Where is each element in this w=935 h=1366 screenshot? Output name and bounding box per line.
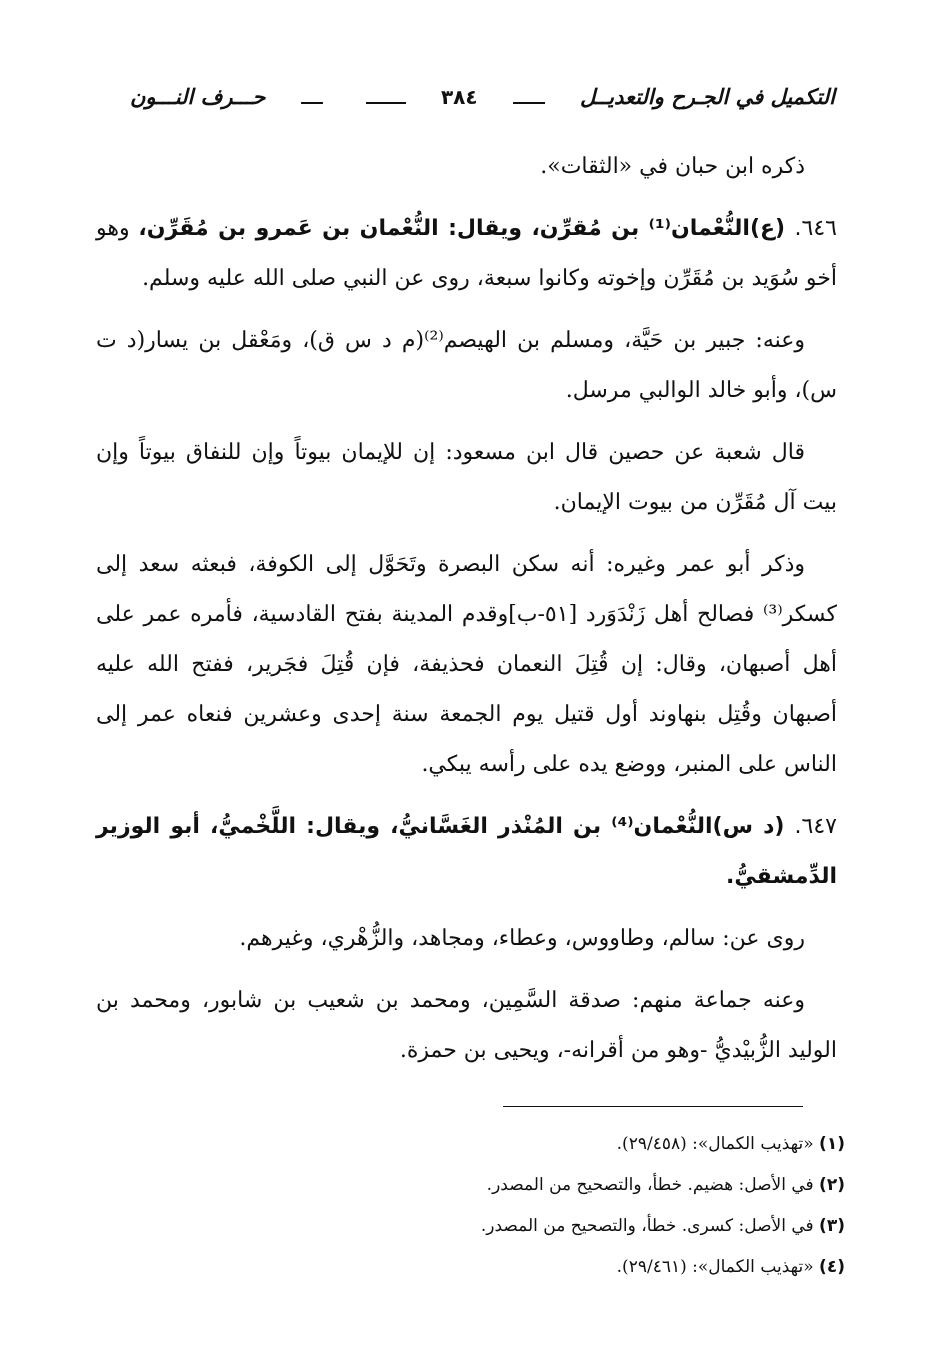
footnote-text: «تهذيب الكمال»: (٢٩/٤٥٨). bbox=[616, 1134, 820, 1154]
paragraph: وعنه: جبير بن حَيَّة، ومسلم بن الهيصم⁽²⁾(م د س ق)، ومَعْقل بن يسار(د ت س)، وأبو خالد الوالبي مرسل. bbox=[96, 328, 837, 403]
footnote-item bbox=[96, 1206, 845, 1247]
entry-heading: (د س)النُّعْمان⁽⁴⁾ بن المُنْذر الغَسَّانيُّ، ويقال: اللَّخْميُّ، أبو الوزير الدِّمشقيُّ. bbox=[96, 814, 837, 889]
paragraph: روى عن: سالم، وطاووس، وعطاء، ومجاهد، والزُّهْري، وغيرهم. bbox=[239, 926, 805, 951]
footnote-mark: (١) bbox=[819, 1134, 845, 1154]
entry-number: ٦٤٧. bbox=[794, 814, 837, 839]
running-header bbox=[130, 84, 835, 109]
footnote-text: في الأصل: هضيم. خطأ، والتصحيح من المصدر. bbox=[486, 1175, 820, 1195]
entry-text: وهو أخو سُوَيد بن مُقَرِّن وإخوته وكانوا سبعة، روى عن النبي صلى الله عليه وسلم. bbox=[96, 216, 837, 291]
paragraph: ذكره ابن حبان في «الثقات». bbox=[540, 154, 805, 179]
header-rule bbox=[366, 102, 406, 104]
entry-heading: (ع)النُّعْمان⁽¹⁾ بن مُقرِّن، ويقال: النُّعْمان بن عَمرو بن مُقَرِّن، bbox=[138, 216, 795, 241]
section-title: حـــرف النـــون bbox=[130, 84, 266, 109]
entry-number: ٦٤٦. bbox=[794, 216, 837, 241]
header-rule bbox=[513, 102, 545, 104]
footnote-item bbox=[96, 1124, 845, 1165]
body-text bbox=[96, 142, 837, 1088]
footnote-mark: (٣) bbox=[819, 1216, 845, 1236]
paragraph: قال شعبة عن حصين قال ابن مسعود: إن للإيمان بيوتاً وإن للنفاق بيوتاً وإن بيت آل مُقَرِّن من بيوت الإيمان. bbox=[96, 440, 837, 515]
footnote-mark: (٢) bbox=[819, 1175, 845, 1195]
entry-646 bbox=[96, 204, 837, 304]
footnote-text: في الأصل: كسرى. خطأ، والتصحيح من المصدر. bbox=[480, 1216, 820, 1236]
header-rule bbox=[301, 102, 323, 104]
paragraph: وذكر أبو عمر وغيره: أنه سكن البصرة وتَحَوَّل إلى الكوفة، فبعثه سعد إلى كسكر⁽³⁾ فصالح أهل زَنْدَوَرد [٥١-ب]وقدم المدينة بفتح القادسية، فأمره عمر على أهل أصبهان، وقال: إن قُتِلَ النعمان فحذيفة، فإن قُتِلَ فجَرير، ففتح الله عليه أصبهان وقُتِل بنهاوند أول قتيل يوم الجمعة سنة إحدى وعشرين فنعاه عمر إلى الناس على المنبر، ووضع يده على رأسه يبكي. bbox=[96, 552, 837, 777]
footnote-item bbox=[96, 1165, 845, 1206]
footnotes bbox=[96, 1124, 845, 1288]
page-number: ٣٨٤ bbox=[440, 84, 478, 109]
footnote-divider bbox=[503, 1106, 803, 1107]
footnote-text: «تهذيب الكمال»: (٢٩/٤٦١). bbox=[616, 1257, 820, 1277]
footnote-mark: (٤) bbox=[819, 1257, 845, 1277]
entry-647 bbox=[96, 802, 837, 902]
book-title: التكميل في الجـرح والتعديــل bbox=[579, 84, 835, 109]
paragraph: وعنه جماعة منهم: صدقة السَّمِين، ومحمد بن شعيب بن شابور، ومحمد بن الوليد الزُّبيْديُّ -وهو من أقرانه-، ويحيى بن حمزة. bbox=[96, 988, 837, 1063]
footnote-item bbox=[96, 1247, 845, 1288]
